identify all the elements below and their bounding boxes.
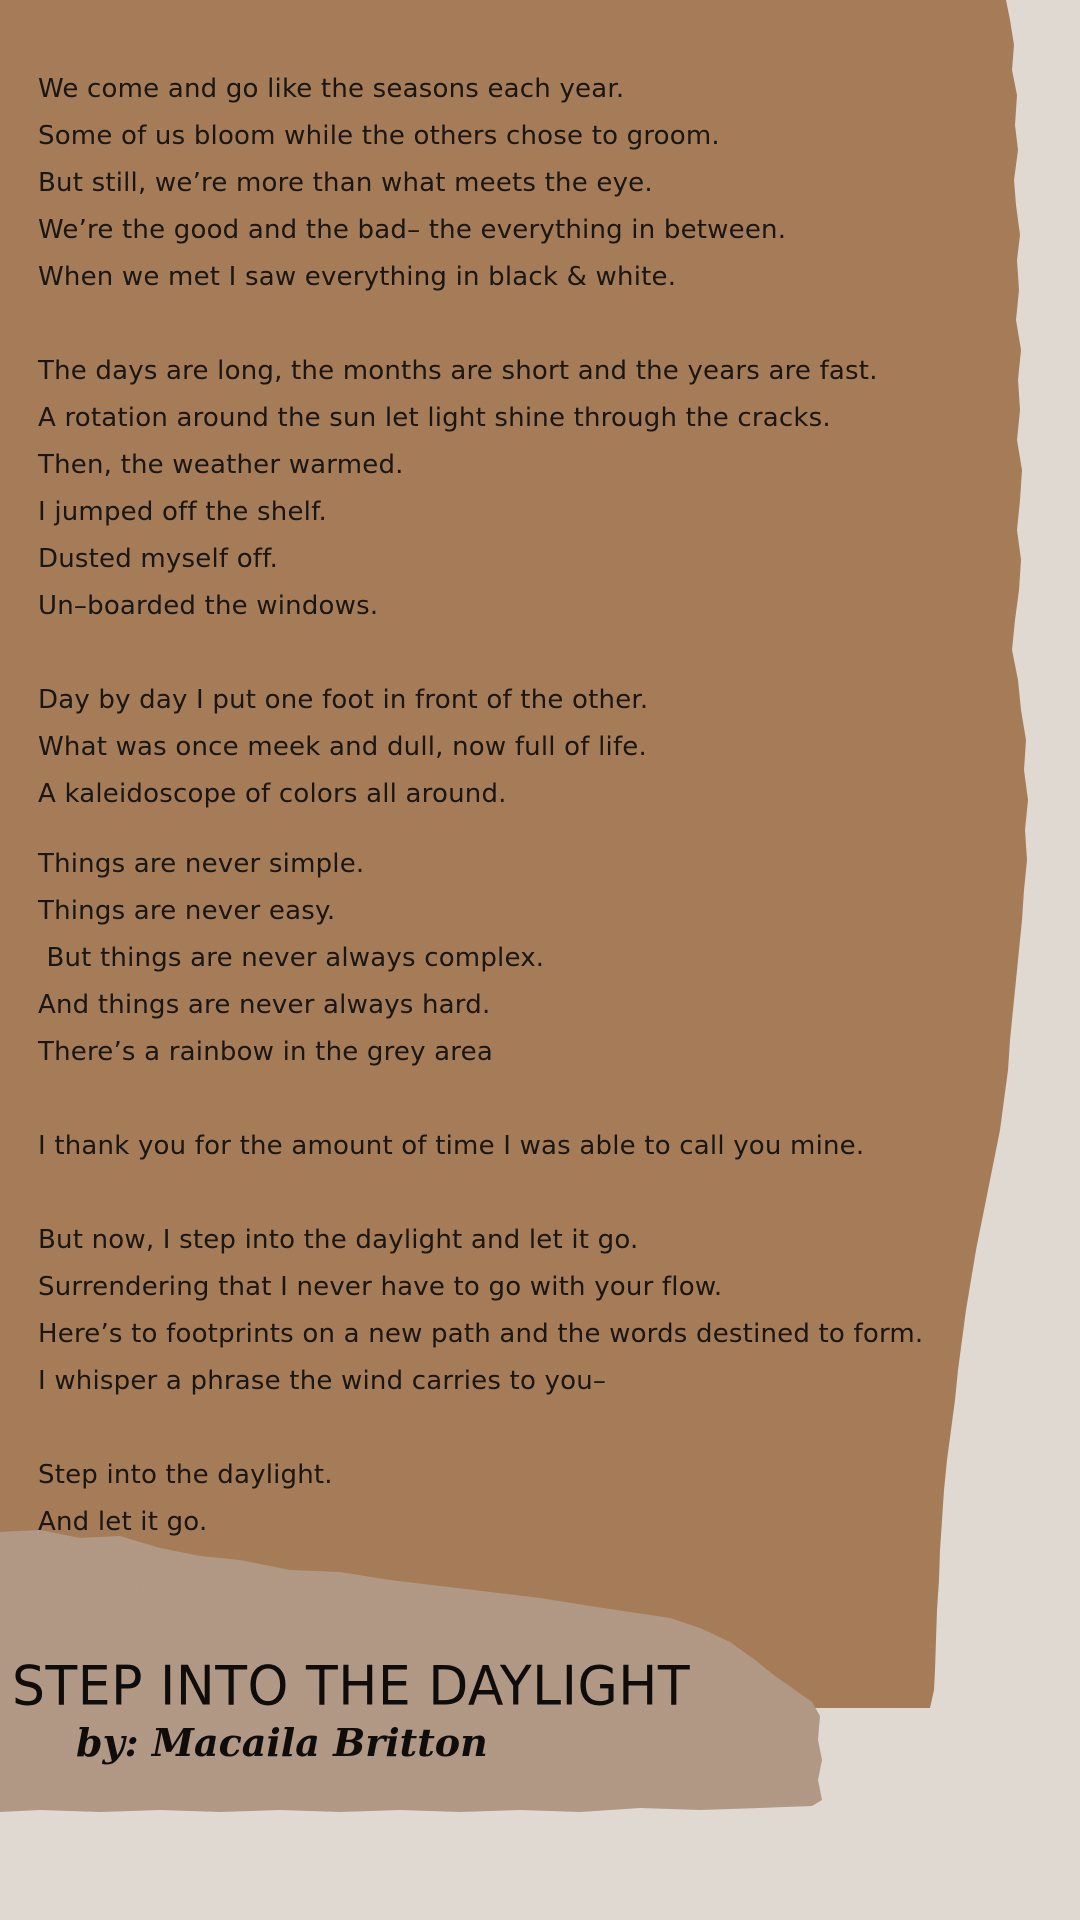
stanza-break <box>38 1405 938 1452</box>
poem-line: Day by day I put one foot in front of the other. <box>38 685 649 715</box>
poem-line: A kaleidoscope of colors all around. <box>38 779 507 809</box>
poem-line: But now, I step into the daylight and let it go. <box>38 1225 639 1255</box>
poem-text <box>38 66 938 1546</box>
stanza-break <box>38 630 938 677</box>
poem-line: Un–boarded the windows. <box>38 591 379 621</box>
poem-line: But things are never always complex. <box>38 943 545 973</box>
poem-line: We come and go like the seasons each year. <box>38 74 625 104</box>
poem-title: STEP INTO THE DAYLIGHT <box>12 1655 691 1718</box>
poem-line: Surrendering that I never have to go with your flow. <box>38 1272 723 1302</box>
poem-line: Things are never simple. <box>38 849 365 879</box>
poem-line: I jumped off the shelf. <box>38 497 328 527</box>
poem-line: Dusted myself off. <box>38 544 279 574</box>
poem-line: When we met I saw everything in black & white. <box>38 262 677 292</box>
poem-line: There’s a rainbow in the grey area <box>38 1037 493 1067</box>
poem-line: Step into the daylight. <box>38 1460 333 1490</box>
author-byline: by: Macaila Britton <box>76 1720 488 1765</box>
poem-line: We’re the good and the bad– the everything in between. <box>38 215 787 245</box>
poem-line: Some of us bloom while the others chose to groom. <box>38 121 720 151</box>
poem-line: Here’s to footprints on a new path and the words destined to form. <box>38 1319 924 1349</box>
poem-line: Then, the weather warmed. <box>38 450 404 480</box>
poem-line: But still, we’re more than what meets the eye. <box>38 168 653 198</box>
poem-line: The days are long, the months are short and the years are fast. <box>38 356 878 386</box>
poem-line: A rotation around the sun let light shine through the cracks. <box>38 403 831 433</box>
stanza-break <box>38 1076 938 1123</box>
stanza-break <box>38 818 938 841</box>
poem-line: I thank you for the amount of time I was able to call you mine. <box>38 1131 865 1161</box>
poem-line: What was once meek and dull, now full of life. <box>38 732 647 762</box>
poem-line: I whisper a phrase the wind carries to you– <box>38 1366 607 1396</box>
stanza-break <box>38 301 938 348</box>
poem-line: And things are never always hard. <box>38 990 491 1020</box>
poem-line: Things are never easy. <box>38 896 336 926</box>
poem-line: And let it go. <box>38 1507 208 1537</box>
stanza-break <box>38 1170 938 1217</box>
